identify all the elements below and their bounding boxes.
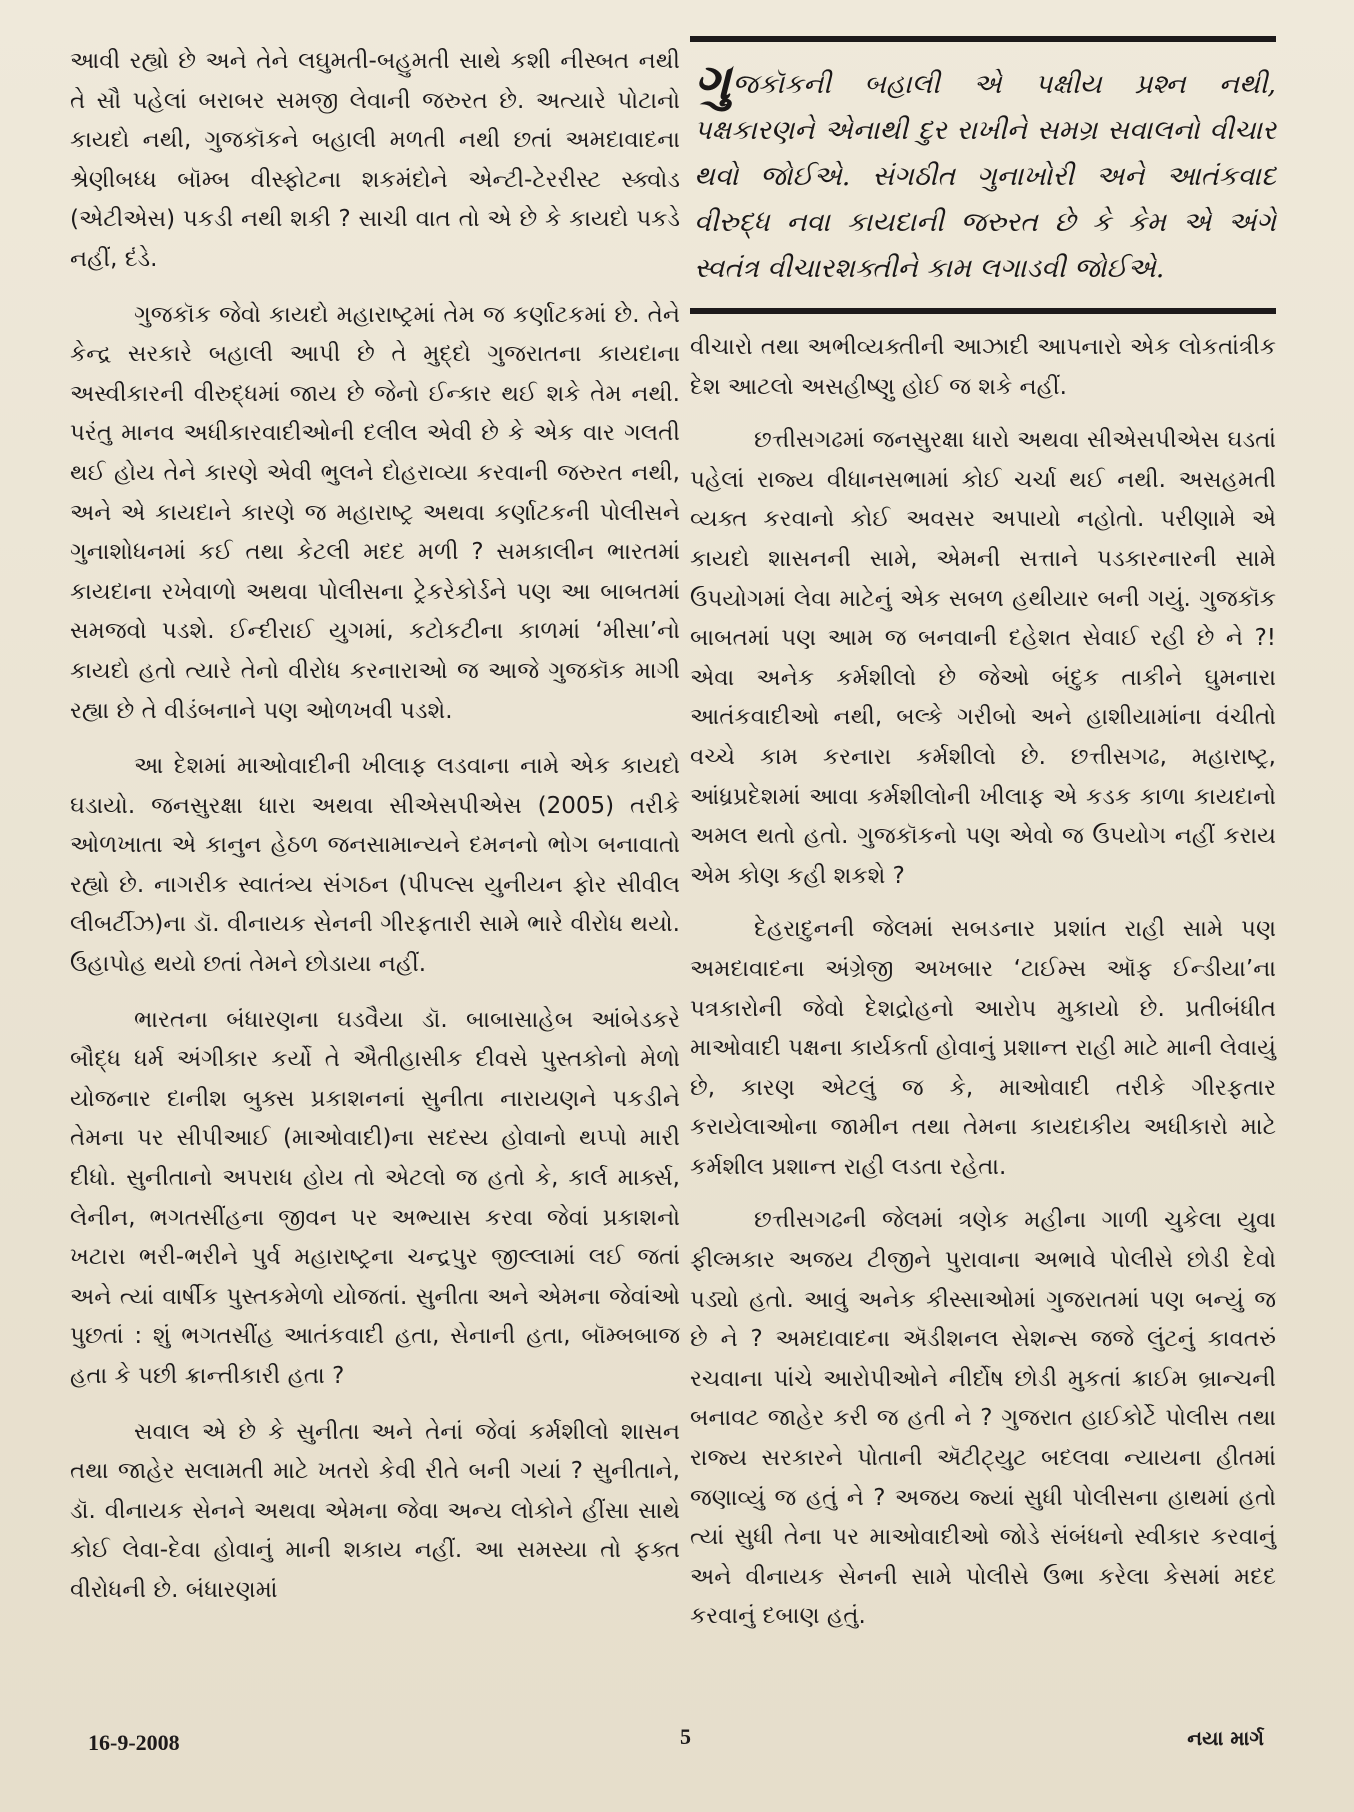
body-paragraph: ભારતના બંધારણના ઘડવૈયા ડૉ. બાબાસાહેબ આંબેડકરે બૌદ્ધ ધર્મ અંગીકાર કર્યો તે ઐતીહાસીક દીવસે પુસ્તકોનો મેળો યોજનાર દાનીશ બુક્સ પ્રકાશનનાં સુનીતા નારાયણને પકડીને તેમના પર સીપીઆઈ (માઓવાદી)ના સદસ્ય હોવાનો થપ્પો મારી દીધો. સુનીતાનો અપરાધ હોય તો એટલો જ હતો કે, કાર્લ માર્ક્સ, લેનીન, ભગતસીંહના જીવન પર અભ્યાસ કરવા જેવાં પ્રકાશનો ખટારા ભરી-ભરીને પુર્વ મહારાષ્ટ્રના ચન્દ્રપુર જીલ્લામાં લઈ જતાં અને ત્યાં વાર્ષીક પુસ્તકમેળો યોજતાં. સુનીતા અને એમના જેવાંઓ પુછતાં : શું ભગતસીંહ આતંકવાદી હતા, સેનાની હતા, બૉમ્બબાજ હતા કે પછી ક્રાન્તીકારી હતા ? — [70, 1006, 680, 1389]
pull-quote-top-rule — [690, 36, 1276, 42]
pull-quote — [690, 36, 1276, 314]
pull-quote-drop-cap: ગુ — [694, 52, 731, 111]
publication-name: નયા માર્ગ — [1187, 1726, 1264, 1750]
body-paragraph: દેહરાદુનની જેલમાં સબડનાર પ્રશાંત રાહી સામે પણ અમદાવાદના અંગ્રેજી અખબાર ‘ટાઈમ્સ ઑફ ઈન્ડીયા’ના પત્રકારોની જેવો દેશદ્રોહનો આરોપ મુકાયો છે. પ્રતીબંધીત માઓવાદી પક્ષના કાર્યકર્તા હોવાનું પ્રશાન્ત રાહી માટે માની લેવાયું છે, કારણ એટલું જ કે, માઓવાદી તરીકે ગીરફતાર કરાયેલાઓના જામીન તથા તેમના કાયદાકીય અધીકારો માટે કર્મશીલ પ્રશાન્ત રાહી લડતા રહેતા. — [690, 916, 1276, 1180]
left-column — [70, 42, 680, 1627]
body-paragraph: આવી રહ્યો છે અને તેને લઘુમતી-બહુમતી સાથે કશી નીસ્બત નથી તે સૌ પહેલાં બરાબર સમજી લેવાની જરુરત છે. અત્યારે પોટાનો કાયદો નથી, ગુજકૉકને બહાલી મળતી નથી છતાં અમદાવાદના શ્રેણીબધ્ધ બૉમ્બ વીસ્ફોટના શકમંદોને એન્ટી-ટેરરીસ્ટ સ્ક્વોડ (એટીએસ) પકડી નથી શકી ? સાચી વાત તો એ છે કે કાયદો પકડે નહીં, દંડે. — [70, 48, 680, 272]
body-paragraph: છત્તીસગઢમાં જનસુરક્ષા ધારો અથવા સીએસપીએસ ઘડતાં પહેલાં રાજ્ય વીધાનસભામાં કોઈ ચર્ચા થઈ નથી. અસહમતી વ્યક્ત કરવાનો કોઈ અવસર અપાયો નહોતો. પરીણામે એ કાયદો શાસનની સામે, એમની સત્તાને પડકારનારની સામે ઉપયોગમાં લેવા માટેનું એક સબળ હથીયાર બની ગયું. ગુજકૉક બાબતમાં પણ આમ જ બનવાની દહેશત સેવાઈ રહી છે ને ?! એવા અનેક કર્મશીલો છે જેઓ બંદુક તાકીને ઘુમનારા આતંકવાદીઓ નથી, બલ્કે ગરીબો અને હાશીયામાંના વંચીતો વચ્ચે કામ કરનારા કર્મશીલો છે. છત્તીસગઢ, મહારાષ્ટ્ર, આંધ્રપ્રદેશમાં આવા કર્મશીલોની ખીલાફ એ કડક કાળા કાયદાનો અમલ થતો હતો. ગુજકૉકનો પણ એવો જ ઉપયોગ નહીં કરાય એમ કોણ કહી શકશે ? — [690, 427, 1276, 889]
footer-date: 16-9-2008 — [88, 1730, 180, 1755]
body-paragraph: છત્તીસગઢની જેલમાં ત્રણેક મહીના ગાળી ચુકેલા યુવા ફીલ્મકાર અજય ટીજીને પુરાવાના અભાવે પોલીસે છોડી દેવો પડ્યો હતો. આવું અનેક કીસ્સાઓમાં ગુજરાતમાં પણ બન્યું જ છે ને ? અમદાવાદના ઍડીશનલ સેશન્સ જજે લુંટનું કાવતરું રચવાના પાંચે આરોપીઓને નીર્દોષ છોડી મુકતાં ક્રાઈમ બ્રાન્ચની બનાવટ જાહેર કરી જ હતી ને ? ગુજરાત હાઈકોર્ટે પોલીસ તથા રાજ્ય સરકારને પોતાની ઍટીટ્યુટ બદલવા ન્યાયના હીતમાં જણાવ્યું જ હતું ને ? અજય જ્યાં સુધી પોલીસના હાથમાં હતો ત્યાં સુધી તેના પર માઓવાદીઓ જોડે સંબંધનો સ્વીકાર કરવાનું અને વીનાયક સેનની સામે પોલીસે ઉભા કરેલા કેસમાં મદદ કરવાનું દબાણ હતું. — [690, 1207, 1276, 1630]
body-paragraph: સવાલ એ છે કે સુનીતા અને તેનાં જેવાં કર્મશીલો શાસન તથા જાહેર સલામતી માટે ખતરો કેવી રીતે બની ગયાં ? સુનીતાને, ડૉ. વીનાયક સેનને અથવા એમના જેવા અન્ય લોકોને હીંસા સાથે કોઈ લેવા-દેવા હોવાનું માની શકાય નહીં. આ સમસ્યા તો ફક્ત વીરોધની છે. બંધારણમાં — [70, 1418, 680, 1603]
page-number: 5 — [680, 1724, 691, 1749]
body-paragraph: ગુજકૉક જેવો કાયદો મહારાષ્ટ્રમાં તેમ જ કર્ણાટકમાં છે. તેને કેન્દ્ર સરકારે બહાલી આપી છે તે મુદ્દો ગુજરાતના કાયદાના અસ્વીકારની વીરુદ્ધમાં જાય છે જેનો ઈન્કાર થઈ શકે તેમ નથી. પરંતુ માનવ અધીકારવાદીઓની દલીલ એવી છે કે એક વાર ગલતી થઈ હોય તેને કારણે એવી ભુલને દોહરાવ્યા કરવાની જરુરત નથી, અને એ કાયદાને કારણે જ મહારાષ્ટ્ર અથવા કર્ણાટકની પોલીસને ગુનાશોધનમાં કઈ તથા કેટલી મદદ મળી ? સમકાલીન ભારતમાં કાયદાના રખેવાળો અથવા પોલીસના ટ્રેકરેકોર્ડને પણ આ બાબતમાં સમજવો પડશે. ઈન્દીરાઈ યુગમાં, કટોકટીના કાળમાં ‘મીસા’નો કાયદો હતો ત્યારે તેનો વીરોધ કરનારાઓ જ આજે ગુજકૉક માગી રહ્યા છે તે વીડંબનાને પણ ઓળખવી પડશે. — [70, 301, 680, 724]
pull-quote-body: જકૉકની બહાલી એ પક્ષીય પ્રશ્ન નથી, પક્ષકારણને એનાથી દુર રાખીને સમગ્ર સવાલનો વીચાર થવો જોઈએ. સંગઠીત ગુનાખોરી અને આતંકવાદ વીરુદ્ધ નવા કાયદાની જરુરત છે કે કેમ એ અંગે સ્વતંત્ર વીચારશક્તીને કામ લગાડવી જોઈએ. — [694, 69, 1276, 284]
pull-quote-text — [690, 52, 1276, 292]
page-footer — [0, 1722, 1354, 1762]
body-paragraph: આ દેશમાં માઓવાદીની ખીલાફ લડવાના નામે એક કાયદો ઘડાયો. જનસુરક્ષા ધારા અથવા સીએસપીએસ (2005) તરીકે ઓળખાતા એ કાનુન હેઠળ જનસામાન્યને દમનનો ભોગ બનાવાતો રહ્યો છે. નાગરીક સ્વાતંત્ર્ય સંગઠન (પીપલ્સ યુનીયન ફોર સીવીલ લીબર્ટીઝ)ના ડૉ. વીનાયક સેનની ગીરફતારી સામે ભારે વીરોધ થયો. ઉહાપોહ થયો છતાં તેમને છોડાયા નહીં. — [70, 753, 680, 978]
right-column — [690, 36, 1276, 1651]
pull-quote-bottom-rule — [690, 308, 1276, 314]
body-paragraph: વીચારો તથા અભીવ્યક્તીની આઝાદી આપનારો એક લોકતાંત્રીક દેશ આટલો અસહીષ્ણુ હોઈ જ શકે નહીં. — [690, 334, 1276, 400]
